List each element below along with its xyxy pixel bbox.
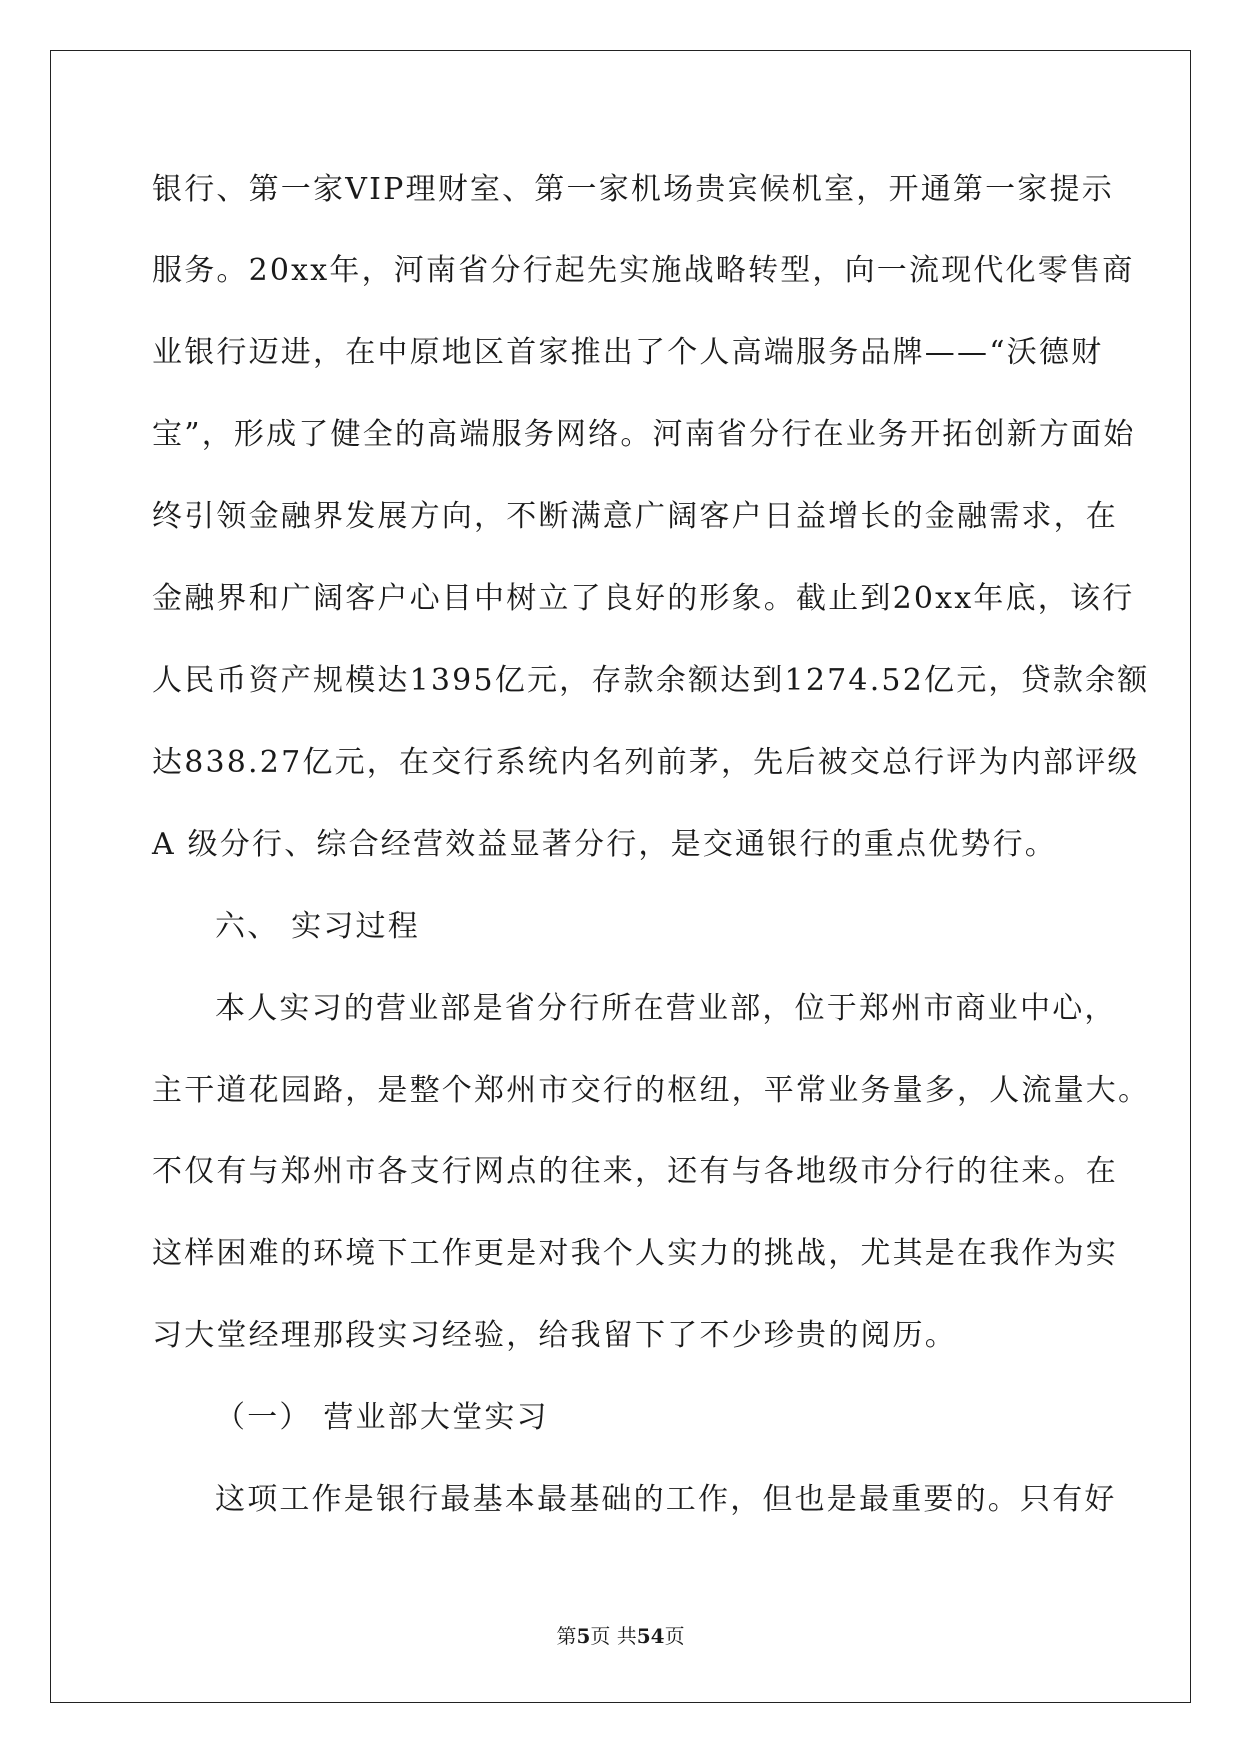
body-line-14: 这样困难的环境下工作更是对我个人实力的挑战，尤其是在我作为实 [152, 1236, 1118, 1271]
body-line-4: 宝”，形成了健全的高端服务网络。河南省分行在业务开拓创新方面始 [152, 417, 1136, 452]
footer-total-pages: 54 [636, 1624, 665, 1648]
body-line-11: 本人实习的营业部是省分行所在营业部，位于郑州市商业中心， [215, 991, 1117, 1026]
body-line-1: 银行、第一家VIP理财室、第一家机场贵宾候机室，开通第一家提示 [152, 172, 1114, 207]
body-line-3: 业银行迈进，在中原地区首家推出了个人高端服务品牌——“沃德财 [152, 335, 1104, 370]
page-border [50, 50, 1191, 1703]
body-line-17: 这项工作是银行最基本最基础的工作，但也是最重要的。只有好 [215, 1482, 1117, 1517]
subsection-heading-1: （一） 营业部大堂实习 [215, 1400, 549, 1435]
section-heading-6: 六、 实习过程 [215, 909, 420, 944]
body-line-9: A 级分行、综合经营效益显著分行，是交通银行的重点优势行。 [152, 827, 1058, 862]
body-line-5: 终引领金融界发展方向，不断满意广阔客户日益增长的金融需求，在 [152, 499, 1118, 534]
body-line-8: 达838.27亿元，在交行系统内名列前茅，先后被交总行评为内部评级 [152, 745, 1140, 780]
footer-prefix: 第 [556, 1624, 577, 1648]
body-line-6: 金融界和广阔客户心目中树立了良好的形象。截止到20xx年底，该行 [152, 581, 1135, 616]
body-line-12: 主干道花园路，是整个郑州市交行的枢纽，平常业务量多，人流量大。 [152, 1073, 1151, 1108]
footer-middle: 页 共 [590, 1624, 637, 1648]
body-line-15: 习大堂经理那段实习经验，给我留下了不少珍贵的阅历。 [152, 1318, 957, 1353]
body-line-7: 人民币资产规模达1395亿元，存款余额达到1274.52亿元，贷款余额 [152, 663, 1150, 698]
footer-page-number: 5 [576, 1624, 591, 1648]
footer-suffix: 页 [664, 1624, 685, 1648]
page-footer [0, 1623, 1241, 1649]
body-line-2: 服务。20xx年，河南省分行起先实施战略转型，向一流现代化零售商 [152, 253, 1135, 288]
body-line-13: 不仅有与郑州市各支行网点的往来，还有与各地级市分行的往来。在 [152, 1154, 1118, 1189]
